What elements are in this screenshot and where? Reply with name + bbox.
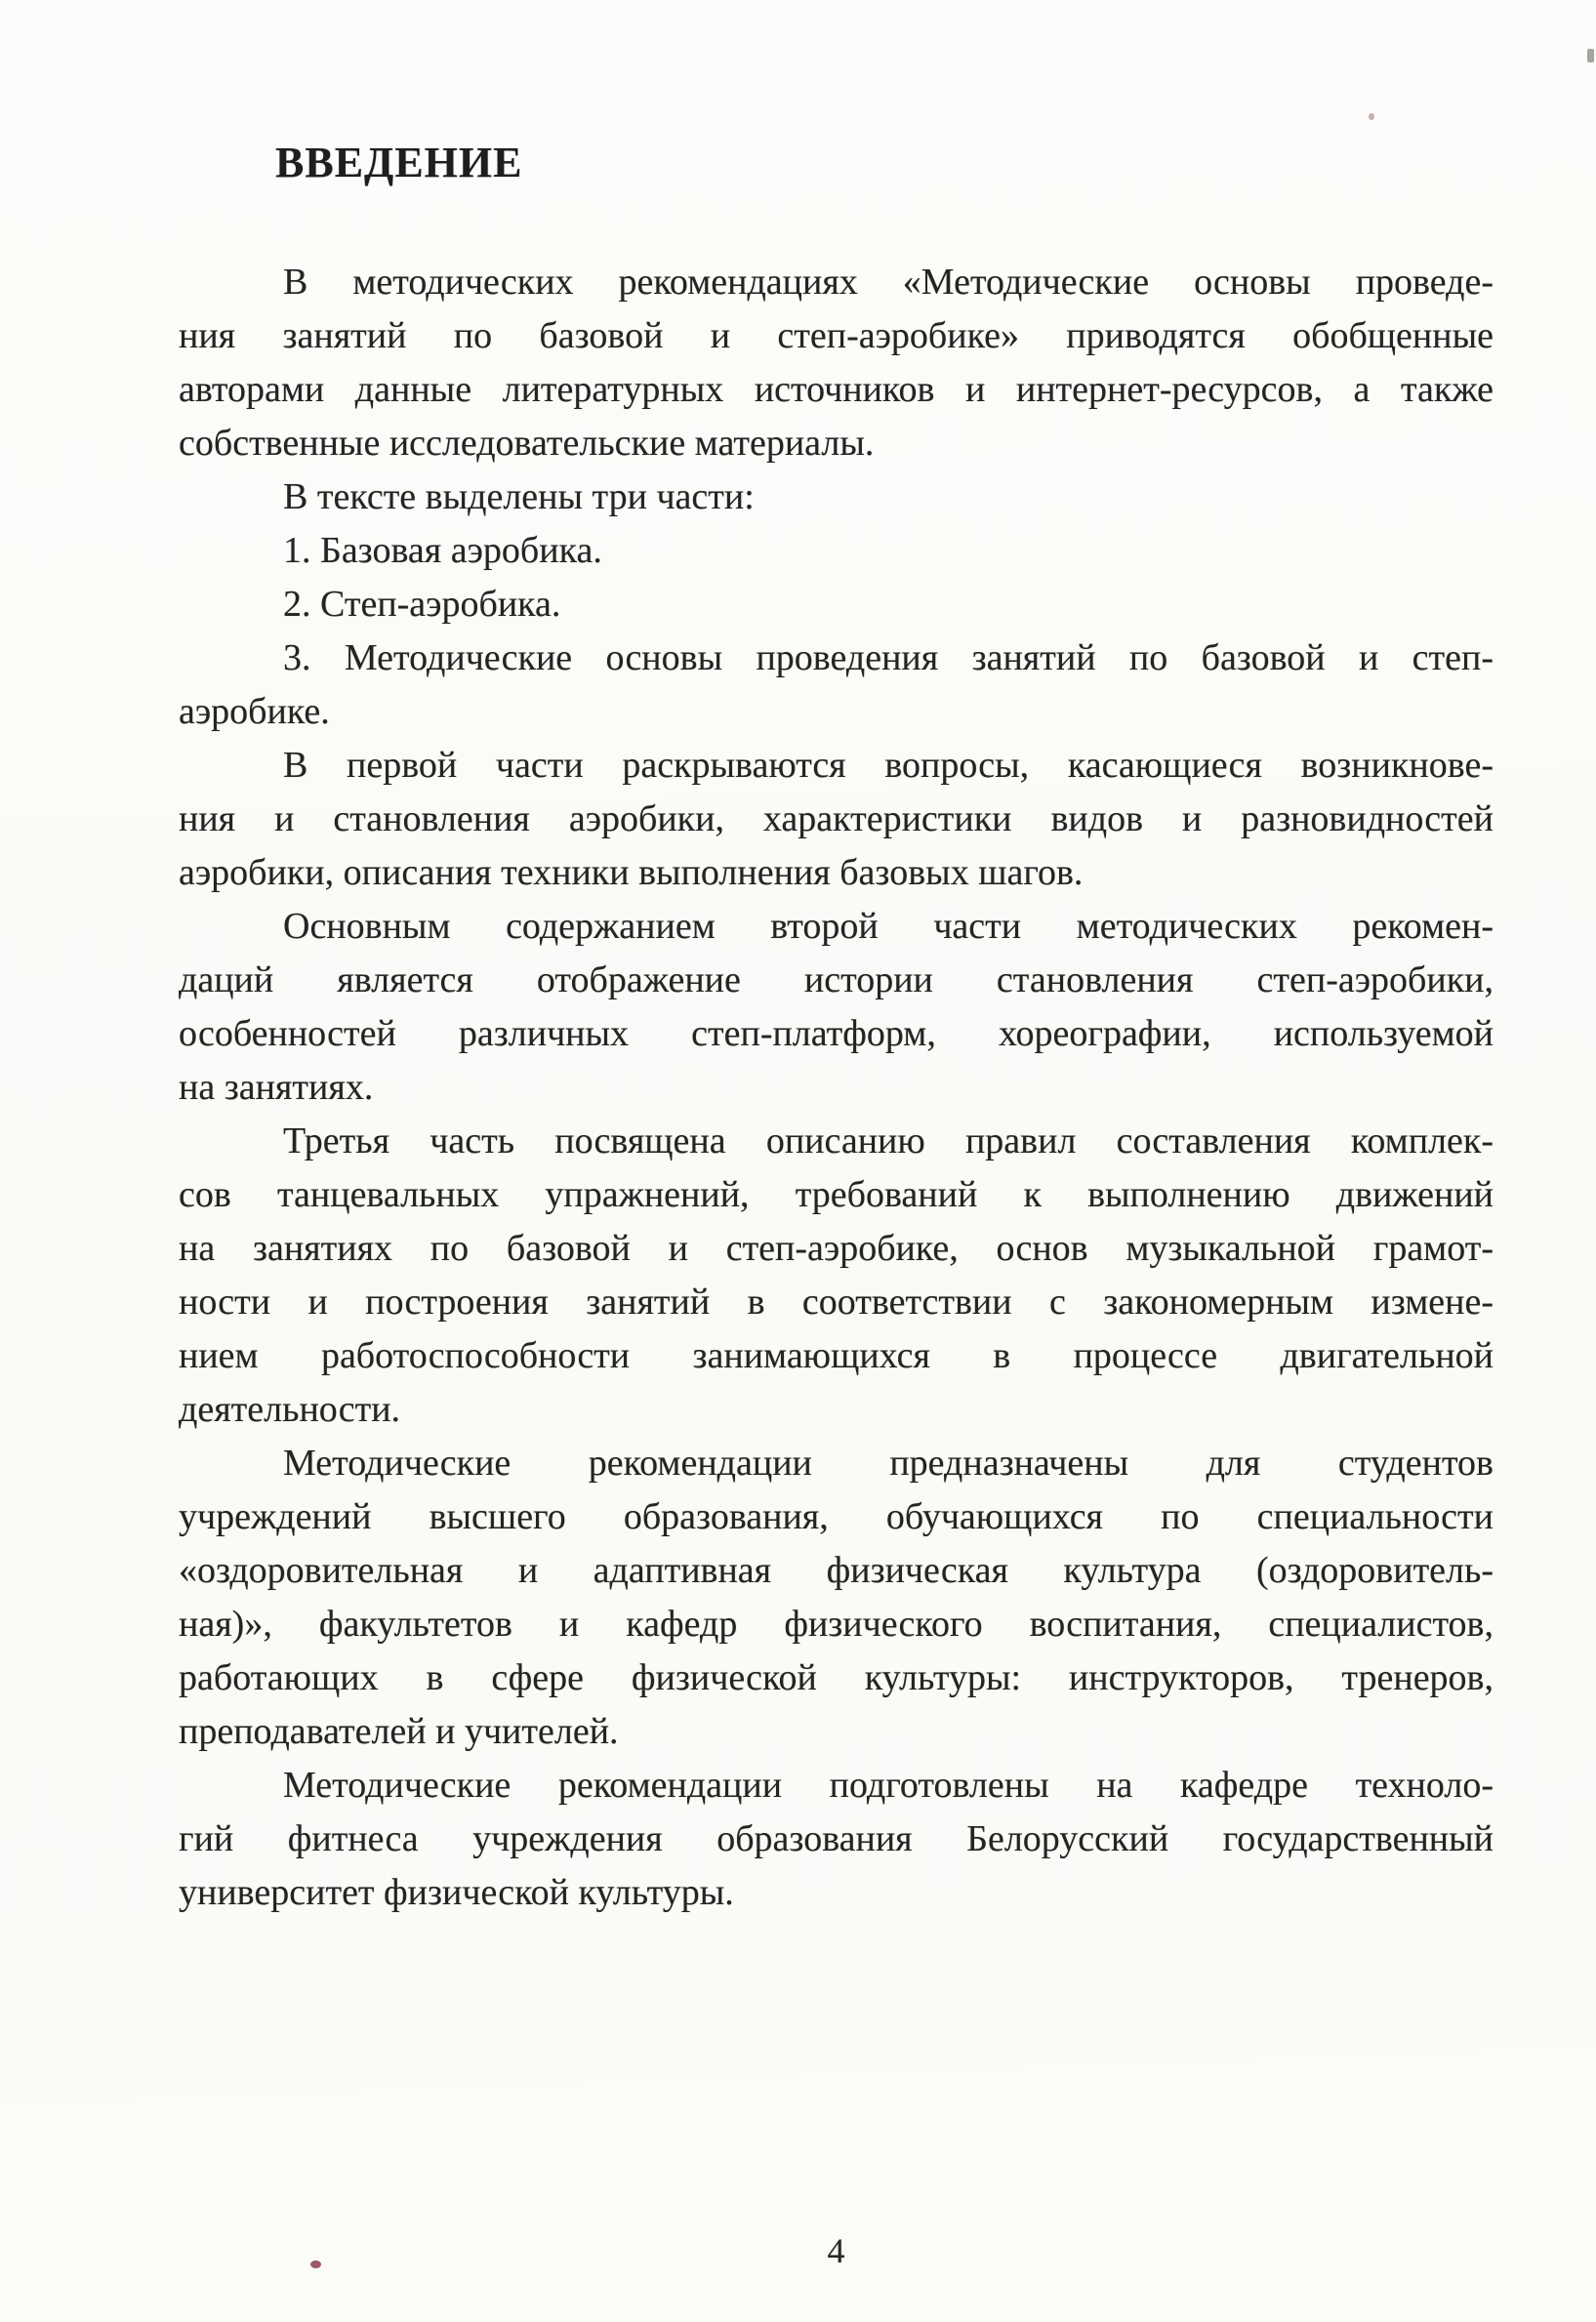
text-line: 3. Методические основы проведения занятий по базовой и степ- <box>283 637 1494 678</box>
text-line: В первой части раскрываются вопросы, касающиеся возникнове- <box>283 745 1494 786</box>
text-line: гий фитнеса учреждения образования Белорусский государственный <box>179 1818 1494 1859</box>
text-line: ния и становления аэробики, характеристики видов и разновидностей <box>179 798 1494 839</box>
text-line: авторами данные литературных источников и интернет-ресурсов, а также <box>179 369 1494 410</box>
text-line: особенностей различных степ-платформ, хореографии, используемой <box>179 1013 1494 1054</box>
text-line: В методических рекомендациях «Методические основы проведе- <box>283 262 1494 303</box>
text-line: на занятиях по базовой и степ-аэробике, основ музыкальной грамот- <box>179 1228 1494 1269</box>
text-line: нием работоспособности занимающихся в процессе двигательной <box>179 1335 1494 1376</box>
text-line: на занятиях. <box>179 1067 374 1108</box>
text-line: университет физической культуры. <box>179 1872 734 1913</box>
text-line: деятельности. <box>179 1389 401 1430</box>
text-line: Третья часть посвящена описанию правил составления комплек- <box>283 1120 1494 1161</box>
page-number: 4 <box>827 2231 845 2270</box>
text-line: ния занятий по базовой и степ-аэробике» приводятся обобщенные <box>179 315 1494 356</box>
scan-speck-dot <box>1369 113 1374 120</box>
text-line: 1. Базовая аэробика. <box>283 530 602 571</box>
text-line: В тексте выделены три части: <box>283 476 755 517</box>
page-title: ВВЕДЕНИЕ <box>275 139 523 186</box>
scan-speck-corner <box>1587 49 1594 62</box>
text-line: ности и построения занятий в соответствии с закономерным измене- <box>179 1282 1494 1323</box>
text-line: «оздоровительная и адаптивная физическая культура (оздоровитель- <box>179 1550 1494 1591</box>
text-line: даций является отображение истории становления степ-аэробики, <box>179 959 1494 1000</box>
text-line: работающих в сфере физической культуры: инструкторов, тренеров, <box>179 1657 1494 1698</box>
text-line: учреждений высшего образования, обучающихся по специальности <box>179 1496 1494 1537</box>
text-line: аэробике. <box>179 691 330 732</box>
text-line: Методические рекомендации подготовлены на кафедре техноло- <box>283 1765 1494 1806</box>
body-text <box>179 256 1494 1920</box>
text-line: сов танцевальных упражнений, требований к выполнению движений <box>179 1174 1494 1215</box>
text-line: ная)», факультетов и кафедр физического воспитания, специалистов, <box>179 1604 1494 1645</box>
text-line: 2. Степ-аэробика. <box>283 584 561 625</box>
text-line: преподавателей и учителей. <box>179 1711 619 1752</box>
text-line: Основным содержанием второй части методических рекомен- <box>283 906 1494 947</box>
scan-speck-dash <box>310 2261 321 2268</box>
text-line: собственные исследовательские материалы. <box>179 423 875 464</box>
text-line: аэробики, описания техники выполнения базовых шагов. <box>179 852 1084 893</box>
text-line: Методические рекомендации предназначены для студентов <box>283 1443 1494 1484</box>
